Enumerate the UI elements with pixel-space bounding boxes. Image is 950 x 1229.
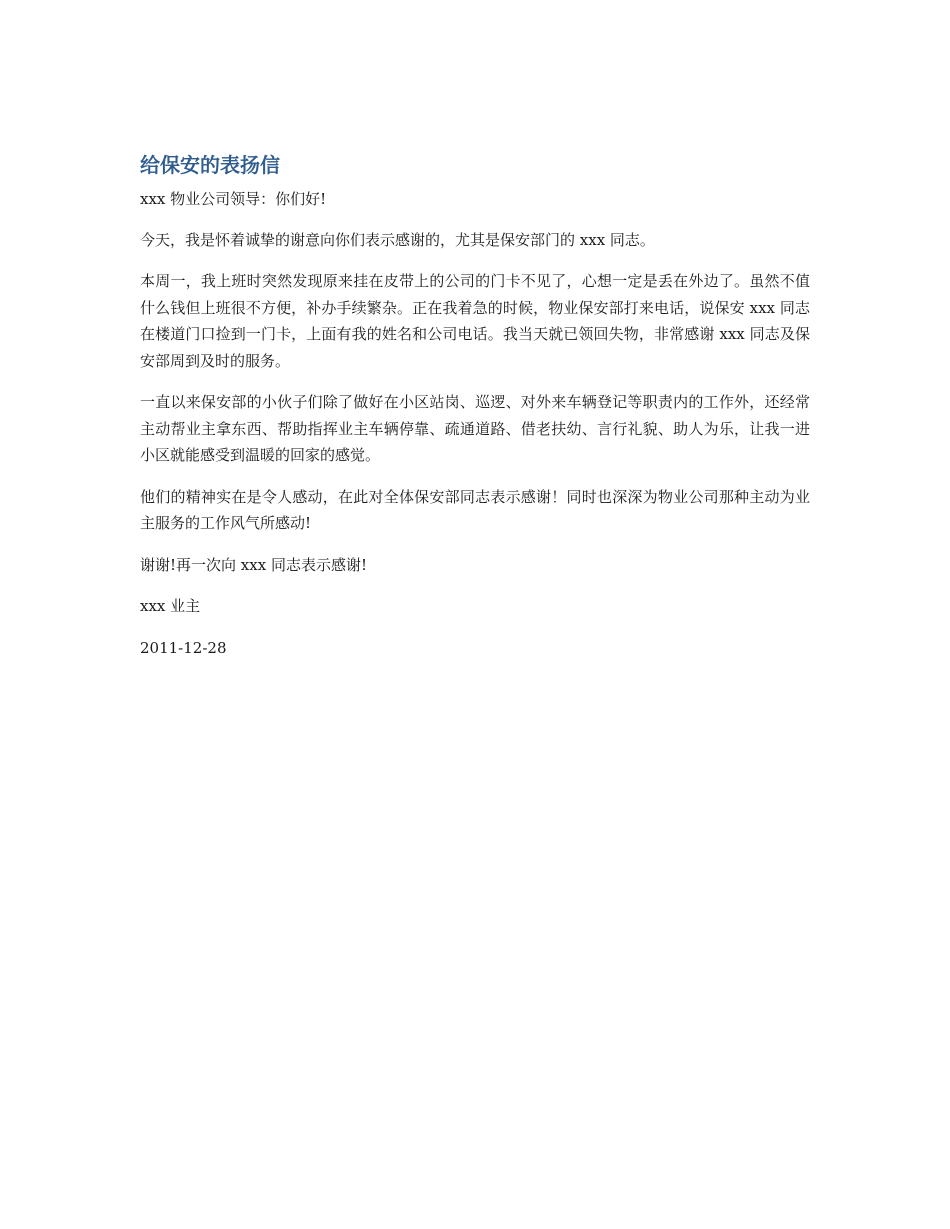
closing-thanks: 谢谢!再一次向 xxx 同志表示感谢!	[140, 555, 367, 574]
body-paragraph: 一直以来保安部的小伙子们除了做好在小区站岗、巡逻、对外来车辆登记等职责内的工作外，还经常主动帮业主拿东西、帮助指挥业主车辆停靠、疏通道路、借老扶幼、言行礼貌、助人为乐，让我一进小区就能感受到温暖的回家的感觉。	[140, 393, 810, 464]
body-paragraph: 本周一，我上班时突然发现原来挂在皮带上的公司的门卡不见了，心想一定是丢在外边了。虽然不值什么钱但上班很不方便，补办手续繁杂。正在我着急的时候，物业保安部打来电话，说保安 xxx 同志在楼道门口捡到一门卡，上面有我的姓名和公司电话。我当天就已领回失物，非常感谢 xxx 同志及保安部周到及时的服务。	[140, 272, 810, 370]
letter-page	[140, 150, 810, 676]
body-paragraph: 他们的精神实在是令人感动，在此对全体保安部同志表示感谢！同时也深深为物业公司那种主动为业主服务的工作风气所感动!	[140, 487, 810, 532]
date: 2011-12-28	[140, 638, 227, 657]
salutation: xxx 物业公司领导：你们好!	[140, 190, 327, 208]
body-paragraph: 今天，我是怀着诚挚的谢意向你们表示感谢的，尤其是保安部门的 xxx 同志。	[140, 230, 655, 249]
page-title: 给保安的表扬信	[140, 153, 280, 177]
signature: xxx 业主	[140, 597, 201, 615]
